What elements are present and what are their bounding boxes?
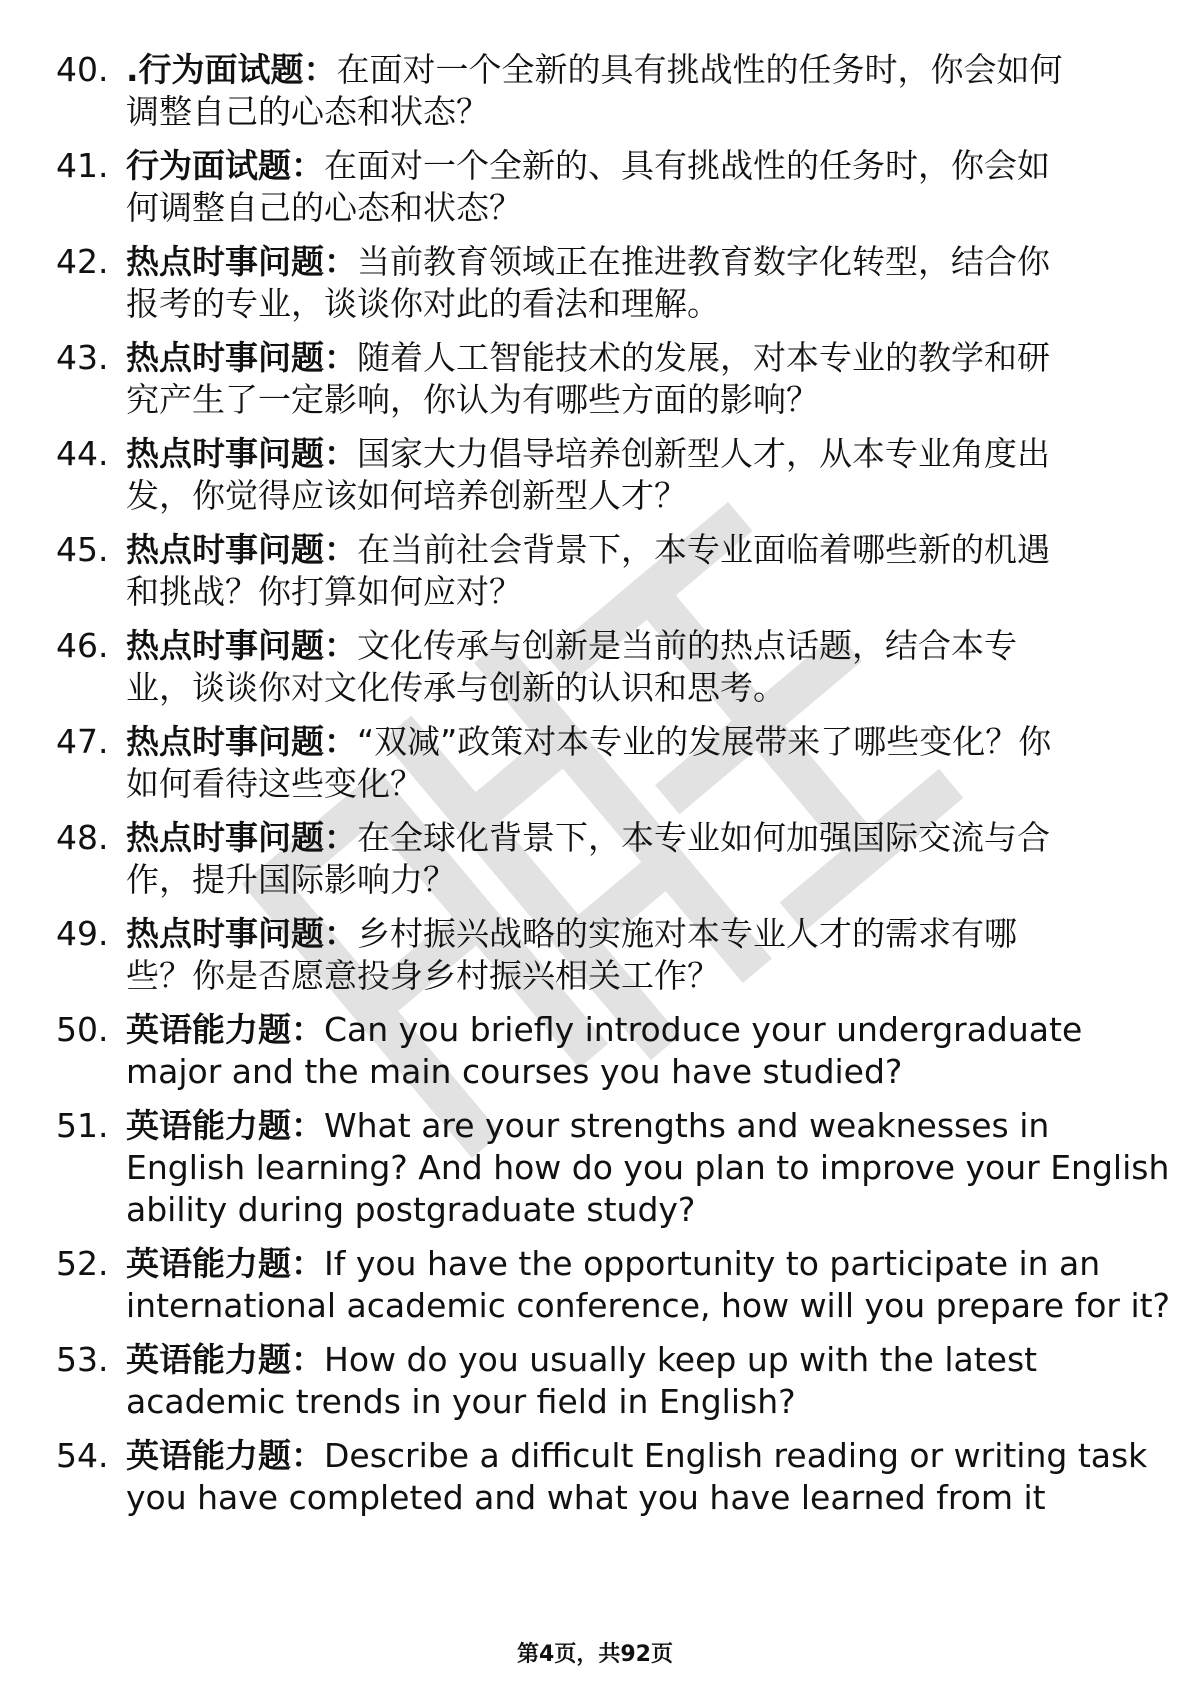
question-category: 热点时事问题： (126, 242, 357, 281)
question-line (126, 529, 1136, 571)
question-number: 40. (56, 50, 109, 89)
question-line (126, 1243, 1136, 1285)
question-category: .行为面试题： (126, 50, 337, 89)
question-category: 热点时事问题： (126, 434, 357, 473)
question-category: 英语能力题： (126, 1106, 324, 1145)
question-number: 42. (56, 242, 109, 281)
question-text (126, 913, 1136, 997)
question-number: 52. (56, 1244, 109, 1283)
question-category: 英语能力题： (126, 1010, 324, 1049)
question-line-text: Describe a difficult English reading or writing task (324, 1436, 1148, 1475)
question-number: 48. (56, 818, 109, 857)
question-line: ability during postgraduate study? (126, 1190, 696, 1229)
question-line-text: 随着人工智能技术的发展，对本专业的教学和研 (357, 338, 1050, 377)
question-line (126, 1009, 1136, 1051)
question-line (126, 433, 1136, 475)
question-text (126, 49, 1136, 133)
question-number: 54. (56, 1436, 109, 1475)
question-line: 如何看待这些变化？ (126, 764, 423, 803)
question-text (126, 529, 1136, 613)
question-number: 47. (56, 722, 109, 761)
question-line-text: 在面对一个全新的具有挑战性的任务时，你会如何 (336, 50, 1063, 89)
question-text (126, 817, 1136, 901)
question-category: 英语能力题： (126, 1436, 324, 1475)
question-line: 何调整自己的心态和状态？ (126, 188, 522, 227)
question-line: 报考的专业，谈谈你对此的看法和理解。 (126, 284, 720, 323)
question-line: 究产生了一定影响，你认为有哪些方面的影响？ (126, 380, 819, 419)
question-text (126, 241, 1136, 325)
question-number: 51. (56, 1106, 109, 1145)
question-line: major and the main courses you have studied? (126, 1052, 903, 1091)
question-category: 热点时事问题： (126, 914, 357, 953)
question-category: 英语能力题： (126, 1340, 324, 1379)
question-line (126, 49, 1136, 91)
question-number: 43. (56, 338, 109, 377)
question-text (126, 433, 1136, 517)
page-footer: 第4页，共92页 (517, 1642, 673, 1667)
question-line-text: 当前教育领域正在推进教育数字化转型，结合你 (357, 242, 1050, 281)
question-number: 44. (56, 434, 109, 473)
question-line-text: 在全球化背景下，本专业如何加强国际交流与合 (357, 818, 1050, 857)
question-line-text: What are your strengths and weaknesses in (324, 1106, 1050, 1145)
question-category: 英语能力题： (126, 1244, 324, 1283)
question-line (126, 721, 1136, 763)
question-number: 46. (56, 626, 109, 665)
question-category: 热点时事问题： (126, 626, 357, 665)
question-text (126, 337, 1136, 421)
question-category: 热点时事问题： (126, 722, 357, 761)
question-line: international academic conference, how will you prepare for it? (126, 1286, 1171, 1325)
question-text (126, 1105, 1170, 1231)
question-line-text: 在面对一个全新的、具有挑战性的任务时，你会如 (324, 146, 1050, 185)
question-line (126, 625, 1136, 667)
question-line-text: 文化传承与创新是当前的热点话题，结合本专 (357, 626, 1017, 665)
question-text (126, 1009, 1136, 1093)
question-category: 热点时事问题： (126, 338, 357, 377)
question-line-text: Can you briefly introduce your undergraduate (324, 1010, 1083, 1049)
question-line: 调整自己的心态和状态？ (126, 92, 489, 131)
question-line (126, 337, 1136, 379)
question-number: 50. (56, 1010, 109, 1049)
question-line (126, 913, 1136, 955)
question-text (126, 721, 1136, 805)
question-category: 热点时事问题： (126, 818, 357, 857)
question-number: 45. (56, 530, 109, 569)
question-line-text: 乡村振兴战略的实施对本专业人才的需求有哪 (357, 914, 1017, 953)
question-line-text: 国家大力倡导培养创新型人才，从本专业角度出 (357, 434, 1050, 473)
question-line (126, 145, 1136, 187)
question-line: 作，提升国际影响力？ (126, 860, 456, 899)
question-text (126, 1435, 1148, 1519)
question-text (126, 625, 1136, 709)
question-line: English learning? And how do you plan to improve your English (126, 1148, 1170, 1187)
question-text (126, 1339, 1136, 1423)
question-line-text: How do you usually keep up with the latest (324, 1340, 1038, 1379)
question-text (126, 145, 1136, 229)
question-line: you have completed and what you have learned from it (126, 1478, 1046, 1517)
question-text (126, 1243, 1171, 1327)
question-line: 和挑战？你打算如何应对？ (126, 572, 522, 611)
question-number: 41. (56, 146, 109, 185)
question-line-text: “双减”政策对本专业的发展带来了哪些变化？你 (357, 722, 1052, 761)
question-line (126, 1435, 1148, 1477)
question-category: 行为面试题： (126, 146, 324, 185)
question-line-text: If you have the opportunity to participate in an (324, 1244, 1101, 1283)
question-number: 53. (56, 1340, 109, 1379)
question-line: 业，谈谈你对文化传承与创新的认识和思考。 (126, 668, 786, 707)
question-line (126, 1339, 1136, 1381)
question-line: 些？你是否愿意投身乡村振兴相关工作？ (126, 956, 720, 995)
question-line (126, 817, 1136, 859)
question-category: 热点时事问题： (126, 530, 357, 569)
question-line (126, 1105, 1136, 1147)
question-line: 发，你觉得应该如何培养创新型人才？ (126, 476, 687, 515)
question-number: 49. (56, 914, 109, 953)
question-line (126, 241, 1136, 283)
question-line: academic trends in your field in English? (126, 1382, 796, 1421)
question-line-text: 在当前社会背景下，本专业面临着哪些新的机遇 (357, 530, 1050, 569)
